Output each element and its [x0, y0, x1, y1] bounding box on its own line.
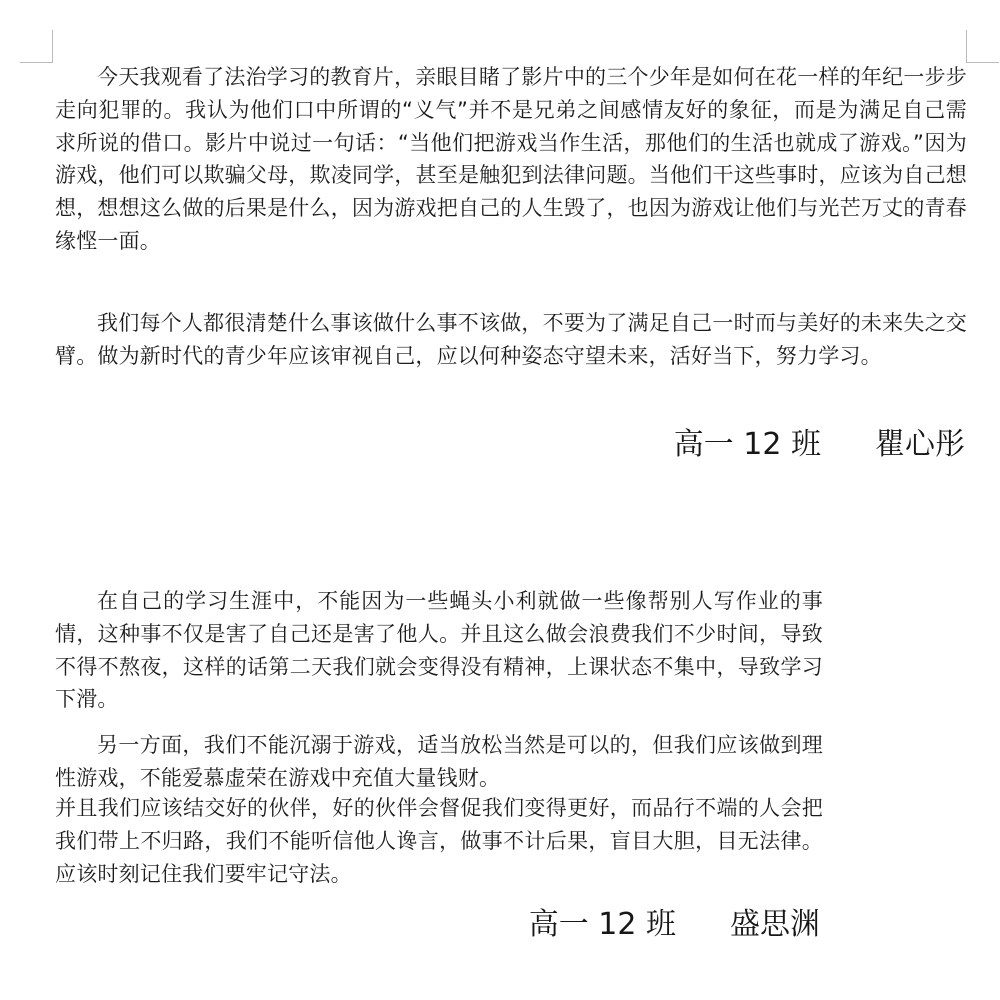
top-right-page-corner-mark [966, 30, 999, 63]
essay-1-signature-name: 瞿心彤 [875, 427, 965, 462]
essay-2-signature-name: 盛思渊 [730, 907, 820, 942]
essay-2-signature [529, 905, 820, 945]
top-left-page-corner-mark [20, 30, 53, 63]
essay-2-paragraph-3: 并且我们应该结交好的伙伴，好的伙伴会督促我们变得更好，而品行不端的人会把我们带上不归路，我们不能听信他人谗言，做事不计后果，盲目大胆，目无法律。应该时刻记住我们要牢记守法。 [55, 796, 823, 886]
essay-2-paragraph-2: 另一方面，我们不能沉溺于游戏，适当放松当然是可以的，但我们应该做到理性游戏，不能爱慕虚荣在游戏中充值大量钱财。 [55, 733, 823, 790]
essay-1-signature-class: 高一 12 班 [673, 427, 821, 462]
essay-2-signature-class: 高一 12 班 [528, 907, 676, 942]
essay-1-paragraph-2: 我们每个人都很清楚什么事该做什么事不该做，不要为了满足自己一时而与美好的未来失之交臂。做为新时代的青少年应该审视自己，应以何种姿态守望未来，活好当下，努力学习。 [55, 311, 967, 368]
essay-2-paragraph-1: 在自己的学习生涯中，不能因为一些蝇头小利就做一些像帮别人写作业的事情，这种事不仅是害了自己还是害了他人。并且这么做会浪费我们不少时间，导致不得不熬夜，这样的话第二天我们就会变得没有精神，上课状态不集中，导致学习下滑。 [55, 589, 823, 712]
essay-1-signature [674, 425, 965, 465]
essay-1-paragraph-1: 今天我观看了法治学习的教育片，亲眼目睹了影片中的三个少年是如何在花一样的年纪一步步走向犯罪的。我认为他们口中所谓的“义气”并不是兄弟之间感情友好的象征，而是为满足自己需求所说的借口。影片中说过一句话：“当他们把游戏当作生活，那他们的生活也就成了游戏。”因为游戏，他们可以欺骗父母，欺凌同学，甚至是触犯到法律问题。当他们干这些事时，应该为自己想想，想想这么做的后果是什么，因为游戏把自己的人生毁了，也因为游戏让他们与光芒万丈的青春缘悭一面。 [55, 65, 967, 253]
